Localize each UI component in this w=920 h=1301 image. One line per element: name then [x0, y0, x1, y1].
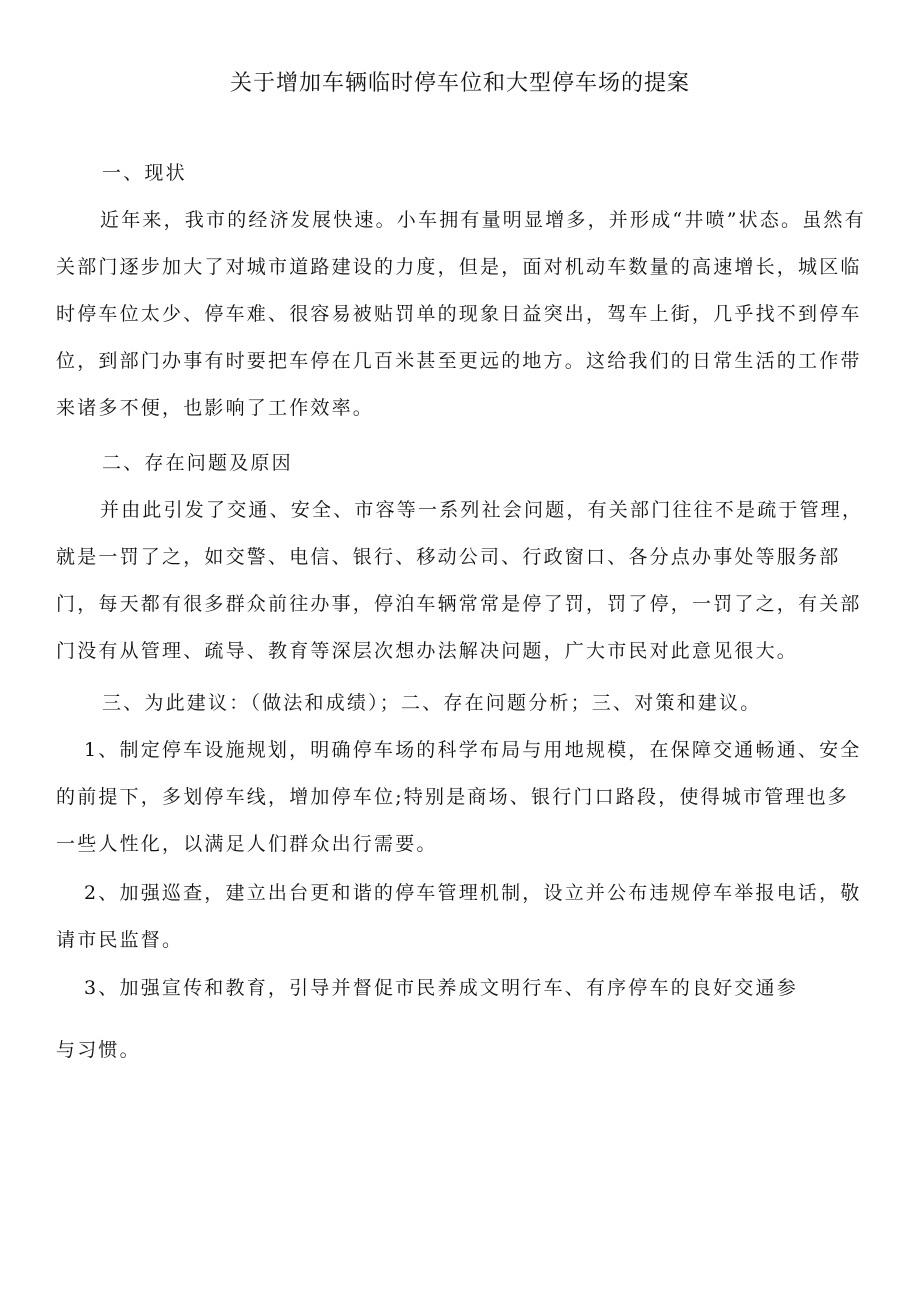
- suggestion-item-3-tail: 与习惯。: [56, 1039, 141, 1061]
- section-heading-problems: 二、存在问题及原因: [102, 452, 293, 474]
- document-title: 关于增加车辆临时停车位和大型停车场的提案: [229, 71, 690, 96]
- suggestion-item-2: 2、加强巡查，建立出台更和谐的停车管理机制，设立并公布违规停车举报电话，敬请市民监督。: [56, 882, 862, 951]
- section-heading-current-status: 一、现状: [102, 162, 187, 184]
- suggestion-item-1: 1、制定停车设施规划，明确停车场的科学布局与用地规模，在保障交通畅通、安全的前提下，多划停车线，增加停车位;特别是商场、银行门口路段，使得城市管理也多一些人性化，以满足人们群众出行需要。: [56, 739, 862, 855]
- section-heading-suggestions: 三、为此建议：（做法和成绩）；二、存在问题分析；三、对策和建议。: [102, 692, 762, 714]
- suggestion-item-3: 3、加强宣传和教育，引导并督促市民养成文明行车、有序停车的良好交通参: [84, 977, 798, 999]
- section-paragraph-problems: 并由此引发了交通、安全、市容等一系列社会问题，有关部门往往不是疏于管理，就是一罚了之，如交警、电信、银行、移动公司、行政窗口、各分点办事处等服务部门，每天都有很多群众前往办事，停泊车辆常常是停了罚，罚了停，一罚了之，有关部门没有从管理、疏导、教育等深层次想办法解决问题，广大市民对此意见很大。: [56, 499, 864, 662]
- section-paragraph-current-status: 近年来，我市的经济发展快速。小车拥有量明显增多，并形成“井喷”状态。虽然有关部门逐步加大了对城市道路建设的力度，但是，面对机动车数量的高速增长，城区临时停车位太少、停车难、很容易被贴罚单的现象日益突出，驾车上街，几乎找不到停车位，到部门办事有时要把车停在几百米甚至更远的地方。这给我们的日常生活的工作带来诸多不便，也影响了工作效率。: [56, 209, 866, 419]
